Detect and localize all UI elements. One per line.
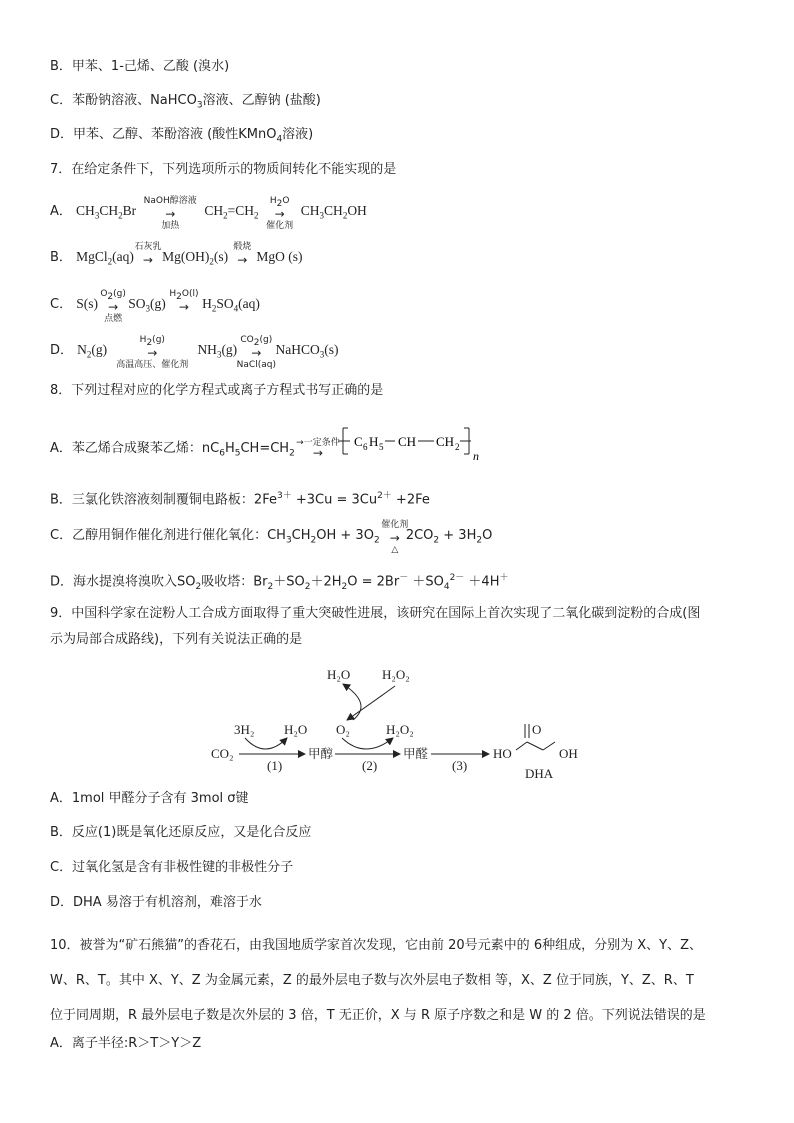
dia-ho: HO <box>493 746 512 761</box>
svg-text:CH: CH <box>436 434 455 449</box>
dia-step2: (2) <box>362 758 378 773</box>
q7-c-label: C． <box>50 297 73 312</box>
dia-o2: O₂ <box>336 722 350 737</box>
q10-option-a: A．离子半径:R＞T＞Y＞Z <box>50 1036 202 1051</box>
q6-c-post: 溶液、乙醇钠 (盐酸) <box>202 93 321 108</box>
q10-stem <box>50 928 750 1033</box>
q7-a-reactant: $CH_3CH_2Br$ <box>76 203 137 221</box>
dia-h2o-mid: H₂O <box>284 722 308 737</box>
q7-b-mid: $Mg(OH)_2(s)$ <box>162 249 229 267</box>
q7-a-arrow1: NaOH醇溶液 → 加热 <box>143 195 197 231</box>
q7-c-mid: $SO_3(g)$ <box>128 296 166 314</box>
q6-d-sub: 4 <box>276 134 283 145</box>
q8-option-c: C．乙醇用铜作催化剂进行催化氧化：$CH_3CH_2OH + 3O_2$ 催化剂 → △ $2CO_2 + 3H_2O$ <box>50 519 493 555</box>
q8-polystyrene-formula <box>338 422 488 466</box>
q7-b-product: MgO (s) <box>256 249 303 264</box>
dia-step1: (1) <box>267 758 283 773</box>
q7-c-arrow1: $O_2(g)$ → 点燃 <box>100 288 126 324</box>
q7-b-reactant: MgCl$_2$(aq) <box>76 249 134 267</box>
q9-synthesis-diagram <box>205 662 595 782</box>
q7-b-arrow2: 煅烧 → <box>233 241 252 267</box>
q6-option-d <box>50 126 313 149</box>
svg-text:H: H <box>369 434 379 449</box>
q7-d-reactant: $N_2(g)$ <box>77 342 108 360</box>
q6-d-pre: D．甲苯、乙醇、苯酚溶液 (酸性KMnO <box>50 127 277 142</box>
q7-b-arrow1: 石灰乳 → <box>134 241 162 267</box>
q10-line1: 10．被誉为“矿石熊猫”的香花石，由我国地质学家首次发现，它由前 20号元素中的 6种组成，分别为 X、Y、Z、 <box>50 938 702 953</box>
q8-c-arrow: 催化剂 → △ <box>381 519 409 555</box>
q8-d-text: D．海水提溴将溴吹入SO <box>50 574 196 590</box>
svg-text:n: n <box>473 449 479 463</box>
q8-option-b: B．三氯化铁溶液刻制覆铜电路板：$2Fe^{3+} +3Cu = 3Cu^{2+} +2Fe$ <box>50 491 430 508</box>
q7-d-arrow2: $CO_2(g)$ → NaCl(aq) <box>236 334 276 370</box>
svg-text:5: 5 <box>379 442 384 452</box>
dia-methanol: 甲醇 <box>308 746 334 761</box>
q8-b-text: B．三氯化铁溶液刻制覆铜电路板：2Fe <box>50 492 277 508</box>
q8-a-text: A．苯乙烯合成聚苯乙烯：nC <box>50 441 220 456</box>
svg-text:CH: CH <box>398 434 417 449</box>
q7-a-label: A． <box>50 204 72 219</box>
svg-text:6: 6 <box>363 442 368 452</box>
q7-d-label: D． <box>50 343 74 358</box>
dia-step3: (3) <box>452 758 468 773</box>
q7-c-reactant: S(s) <box>76 296 98 311</box>
svg-text:C: C <box>354 434 363 449</box>
q6-option-c <box>50 92 321 115</box>
q7-c-arrow2: $H_2O(l)$ → <box>169 288 199 314</box>
q8-option-a: A．苯乙烯合成聚苯乙烯：$nC_6H_5CH=CH_2$ →一定条件 → <box>50 438 340 460</box>
dia-h2o2-top: H₂O₂ <box>382 667 410 682</box>
q7-option-d <box>50 334 339 370</box>
dia-co2: CO₂ <box>211 746 234 761</box>
q7-a-product: $CH_3CH_2OH$ <box>300 203 367 221</box>
q8-c-text: C．乙醇用铜作催化剂进行催化氧化：CH <box>50 528 286 543</box>
q7-b-label: B． <box>50 250 72 265</box>
q7-d-product: NaHCO$_3$(s) <box>275 342 339 360</box>
q10-line3: 位于同周期，R 最外层电子数是次外层的 3 倍，T 无正价，X 与 R 原子序数之和是 W 的 2 倍。下列说法错误的是 <box>50 1008 706 1023</box>
q7-option-a <box>50 195 367 231</box>
q7-option-b <box>50 241 303 271</box>
q7-a-arrow2: $H_2O$ → 催化剂 <box>266 195 294 231</box>
q9-option-d: D．DHA 易溶于有机溶剂，难溶于水 <box>50 895 262 910</box>
q6-c-sub: 3 <box>196 100 203 111</box>
q9-stem-line2: 示为局部合成路线)，下列有关说法正确的是 <box>50 632 303 647</box>
q10-line2: W、R、T。其中 X、Y、Z 为金属元素，Z 的最外层电子数与次外层电子数相 等，X、Z 位于同族，Y、Z、R、T <box>50 973 694 988</box>
q9-option-a: A．1mol 甲醛分子含有 3mol σ键 <box>50 791 249 806</box>
q7-c-product: $H_2SO_4(aq)$ <box>202 296 260 314</box>
dia-dha: DHA <box>525 766 554 781</box>
dia-oh: OH <box>559 746 578 761</box>
q9-option-c: C．过氧化氢是含有非极性键的非极性分子 <box>50 860 294 875</box>
q6-c-pre: C．苯酚钠溶液、NaHCO <box>50 93 197 108</box>
dia-h2o2-mid: H₂O₂ <box>386 722 414 737</box>
svg-text:2: 2 <box>455 442 460 452</box>
q7-a-mid: $CH_2=CH_2$ <box>204 203 259 221</box>
q7-stem: 7．在给定条件下，下列选项所示的物质间转化不能实现的是 <box>50 162 397 177</box>
q9-option-b: B．反应(1)既是氧化还原反应，又是化合反应 <box>50 825 312 840</box>
q6-d-post: 溶液) <box>282 127 314 142</box>
q8-a-arrow: →一定条件 → <box>296 438 340 460</box>
dia-o: O <box>532 722 542 737</box>
q6-option-b: B．甲苯、1-己烯、乙酸 (溴水) <box>50 59 230 74</box>
dia-h2o-top: H₂O <box>327 667 351 682</box>
dia-h2: 3H₂ <box>234 722 255 737</box>
q8-stem: 8．下列过程对应的化学方程式或离子方程式书写正确的是 <box>50 383 384 398</box>
q9-stem-line1: 9．中国科学家在淀粉人工合成方面取得了重大突破性进展，该研究在国际上首次实现了二氧化碳到淀粉的合成(图 <box>50 606 701 621</box>
q7-d-arrow1: $H_2(g)$ → 高温高压、催化剂 <box>116 334 189 370</box>
q7-option-c <box>50 288 260 324</box>
q9-stem <box>50 601 750 653</box>
dia-formaldehyde: 甲醛 <box>403 746 429 761</box>
q8-option-d: D．海水提溴将溴吹入$SO_2$吸收塔：$Br_2+SO_2+2H_2O = 2Br^- +SO_4^{2-} +4H^+$ <box>50 573 509 592</box>
q7-d-mid: $NH_3(g)$ <box>197 342 238 360</box>
